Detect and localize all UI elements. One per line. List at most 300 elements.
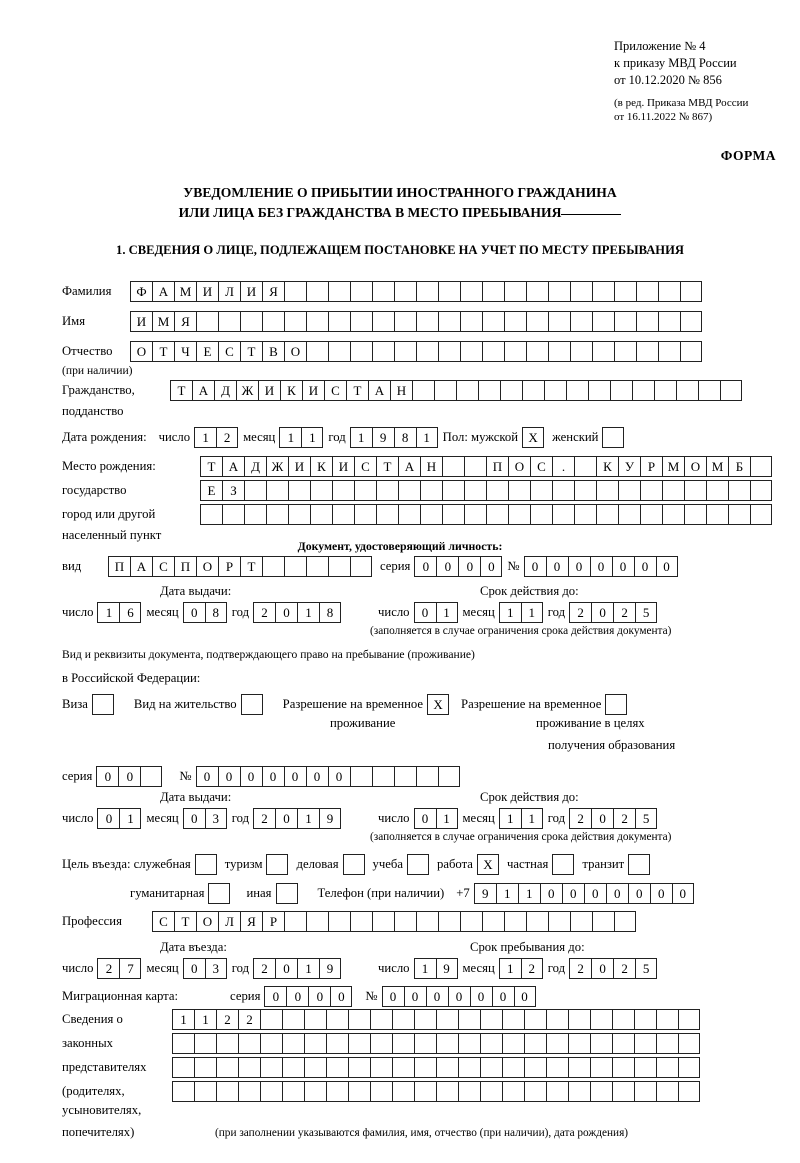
char-cell[interactable] <box>720 380 742 401</box>
char-cell[interactable] <box>326 1081 348 1102</box>
char-cell[interactable] <box>284 311 306 332</box>
birthplace-input-row-3[interactable] <box>200 504 772 525</box>
char-cell[interactable] <box>282 1009 304 1030</box>
legal-rep-input-row-4[interactable] <box>172 1081 700 1102</box>
char-cell[interactable] <box>416 281 438 302</box>
char-cell[interactable]: 0 <box>118 766 140 787</box>
char-cell[interactable] <box>304 1081 326 1102</box>
visa-checkbox[interactable] <box>92 694 114 715</box>
char-cell[interactable] <box>522 380 544 401</box>
char-cell[interactable] <box>350 341 372 362</box>
char-cell[interactable] <box>442 456 464 477</box>
char-cell[interactable] <box>260 1033 282 1054</box>
char-cell[interactable] <box>438 281 460 302</box>
char-cell[interactable]: 2 <box>253 958 275 979</box>
char-cell[interactable]: Е <box>196 341 218 362</box>
char-cell[interactable]: Я <box>174 311 196 332</box>
char-cell[interactable] <box>656 1033 678 1054</box>
name-input[interactable] <box>130 311 702 332</box>
char-cell[interactable] <box>392 1057 414 1078</box>
char-cell[interactable]: 0 <box>470 986 492 1007</box>
char-cell[interactable] <box>438 311 460 332</box>
char-cell[interactable]: 0 <box>591 958 613 979</box>
char-cell[interactable] <box>526 311 548 332</box>
char-cell[interactable] <box>750 456 772 477</box>
char-cell[interactable] <box>678 1009 700 1030</box>
char-cell[interactable] <box>306 281 328 302</box>
char-cell[interactable]: 1 <box>414 958 436 979</box>
char-cell[interactable] <box>216 1033 238 1054</box>
migration-series-input[interactable] <box>264 986 352 1007</box>
char-cell[interactable] <box>568 1057 590 1078</box>
char-cell[interactable]: 2 <box>613 602 635 623</box>
char-cell[interactable] <box>570 341 592 362</box>
char-cell[interactable] <box>240 311 262 332</box>
char-cell[interactable] <box>372 911 394 932</box>
char-cell[interactable] <box>238 1033 260 1054</box>
char-cell[interactable]: Т <box>346 380 368 401</box>
char-cell[interactable] <box>504 281 526 302</box>
char-cell[interactable] <box>546 1033 568 1054</box>
surname-input[interactable] <box>130 281 702 302</box>
char-cell[interactable] <box>392 1009 414 1030</box>
char-cell[interactable] <box>486 504 508 525</box>
char-cell[interactable] <box>376 504 398 525</box>
char-cell[interactable] <box>614 911 636 932</box>
char-cell[interactable] <box>460 311 482 332</box>
char-cell[interactable] <box>398 504 420 525</box>
birthplace-input-row-1[interactable] <box>200 456 772 477</box>
char-cell[interactable] <box>590 1081 612 1102</box>
char-cell[interactable] <box>458 1009 480 1030</box>
birth-year-input[interactable] <box>350 427 438 448</box>
char-cell[interactable] <box>350 281 372 302</box>
char-cell[interactable]: Е <box>200 480 222 501</box>
char-cell[interactable]: 0 <box>584 883 606 904</box>
char-cell[interactable] <box>750 504 772 525</box>
char-cell[interactable] <box>640 504 662 525</box>
char-cell[interactable] <box>282 1033 304 1054</box>
char-cell[interactable]: 0 <box>436 556 458 577</box>
char-cell[interactable]: 1 <box>518 883 540 904</box>
char-cell[interactable] <box>332 480 354 501</box>
char-cell[interactable]: 0 <box>328 766 350 787</box>
char-cell[interactable] <box>574 504 596 525</box>
char-cell[interactable] <box>238 1081 260 1102</box>
char-cell[interactable] <box>502 1009 524 1030</box>
char-cell[interactable]: 2 <box>613 808 635 829</box>
permit-number-input[interactable] <box>196 766 460 787</box>
char-cell[interactable]: Я <box>262 281 284 302</box>
char-cell[interactable]: 9 <box>372 427 394 448</box>
temp-residence-checkbox[interactable]: X <box>427 694 449 715</box>
char-cell[interactable]: 1 <box>350 427 372 448</box>
char-cell[interactable] <box>260 1057 282 1078</box>
char-cell[interactable] <box>372 311 394 332</box>
char-cell[interactable] <box>420 480 442 501</box>
char-cell[interactable]: Т <box>152 341 174 362</box>
char-cell[interactable] <box>350 556 372 577</box>
permit-issue-year-input[interactable] <box>253 808 341 829</box>
char-cell[interactable] <box>372 341 394 362</box>
char-cell[interactable] <box>502 1057 524 1078</box>
char-cell[interactable]: Н <box>420 456 442 477</box>
char-cell[interactable]: 0 <box>306 766 328 787</box>
char-cell[interactable]: У <box>618 456 640 477</box>
char-cell[interactable] <box>326 1033 348 1054</box>
char-cell[interactable] <box>282 1081 304 1102</box>
stay-day-input[interactable] <box>414 958 458 979</box>
char-cell[interactable] <box>238 1057 260 1078</box>
char-cell[interactable] <box>458 1081 480 1102</box>
char-cell[interactable]: 0 <box>275 808 297 829</box>
char-cell[interactable] <box>508 480 530 501</box>
char-cell[interactable] <box>416 766 438 787</box>
char-cell[interactable]: 0 <box>634 556 656 577</box>
char-cell[interactable] <box>306 911 328 932</box>
char-cell[interactable] <box>480 1033 502 1054</box>
phone-input[interactable] <box>474 883 694 904</box>
char-cell[interactable]: 2 <box>569 602 591 623</box>
char-cell[interactable] <box>612 1033 634 1054</box>
char-cell[interactable] <box>266 504 288 525</box>
char-cell[interactable]: 1 <box>521 808 543 829</box>
doc-issue-month-input[interactable] <box>183 602 227 623</box>
char-cell[interactable] <box>612 1009 634 1030</box>
char-cell[interactable] <box>544 380 566 401</box>
char-cell[interactable] <box>570 911 592 932</box>
char-cell[interactable]: 2 <box>97 958 119 979</box>
char-cell[interactable] <box>288 480 310 501</box>
sex-male-checkbox[interactable]: X <box>522 427 544 448</box>
char-cell[interactable]: 0 <box>414 556 436 577</box>
residence-permit-checkbox[interactable] <box>241 694 263 715</box>
char-cell[interactable]: С <box>152 556 174 577</box>
char-cell[interactable] <box>568 1009 590 1030</box>
char-cell[interactable] <box>326 1057 348 1078</box>
char-cell[interactable] <box>310 480 332 501</box>
entry-month-input[interactable] <box>183 958 227 979</box>
char-cell[interactable] <box>658 341 680 362</box>
char-cell[interactable]: 3 <box>205 958 227 979</box>
char-cell[interactable]: К <box>280 380 302 401</box>
char-cell[interactable] <box>376 480 398 501</box>
char-cell[interactable]: Т <box>200 456 222 477</box>
char-cell[interactable] <box>464 456 486 477</box>
birth-month-input[interactable] <box>279 427 323 448</box>
char-cell[interactable]: 0 <box>183 602 205 623</box>
char-cell[interactable] <box>566 380 588 401</box>
char-cell[interactable]: 1 <box>279 427 301 448</box>
char-cell[interactable] <box>464 504 486 525</box>
char-cell[interactable] <box>588 380 610 401</box>
char-cell[interactable] <box>434 380 456 401</box>
char-cell[interactable]: И <box>258 380 280 401</box>
char-cell[interactable]: З <box>222 480 244 501</box>
char-cell[interactable]: 0 <box>568 556 590 577</box>
char-cell[interactable] <box>328 311 350 332</box>
permit-valid-month-input[interactable] <box>499 808 543 829</box>
char-cell[interactable]: 0 <box>458 556 480 577</box>
char-cell[interactable]: 0 <box>612 556 634 577</box>
char-cell[interactable] <box>194 1033 216 1054</box>
birthplace-input-row-2[interactable] <box>200 480 772 501</box>
char-cell[interactable] <box>394 766 416 787</box>
char-cell[interactable] <box>656 1009 678 1030</box>
char-cell[interactable] <box>706 480 728 501</box>
char-cell[interactable]: И <box>130 311 152 332</box>
char-cell[interactable]: 0 <box>308 986 330 1007</box>
char-cell[interactable]: 0 <box>656 556 678 577</box>
char-cell[interactable] <box>244 480 266 501</box>
char-cell[interactable]: 1 <box>436 602 458 623</box>
birth-day-input[interactable] <box>194 427 238 448</box>
char-cell[interactable]: 0 <box>514 986 536 1007</box>
char-cell[interactable] <box>482 311 504 332</box>
char-cell[interactable] <box>640 480 662 501</box>
purpose-private-checkbox[interactable] <box>552 854 574 875</box>
char-cell[interactable] <box>662 504 684 525</box>
char-cell[interactable] <box>596 504 618 525</box>
char-cell[interactable] <box>548 911 570 932</box>
char-cell[interactable] <box>332 504 354 525</box>
char-cell[interactable]: 0 <box>183 808 205 829</box>
char-cell[interactable] <box>416 911 438 932</box>
char-cell[interactable]: 1 <box>97 602 119 623</box>
char-cell[interactable]: 0 <box>414 602 436 623</box>
char-cell[interactable]: 0 <box>562 883 584 904</box>
char-cell[interactable] <box>304 1009 326 1030</box>
char-cell[interactable] <box>678 1033 700 1054</box>
char-cell[interactable]: 5 <box>635 958 657 979</box>
char-cell[interactable] <box>504 911 526 932</box>
char-cell[interactable] <box>590 1057 612 1078</box>
char-cell[interactable]: Я <box>240 911 262 932</box>
char-cell[interactable] <box>420 504 442 525</box>
char-cell[interactable] <box>304 1033 326 1054</box>
char-cell[interactable] <box>458 1057 480 1078</box>
char-cell[interactable] <box>140 766 162 787</box>
char-cell[interactable] <box>728 504 750 525</box>
char-cell[interactable] <box>678 1081 700 1102</box>
char-cell[interactable] <box>442 480 464 501</box>
char-cell[interactable]: А <box>130 556 152 577</box>
char-cell[interactable] <box>328 281 350 302</box>
purpose-tourism-checkbox[interactable] <box>266 854 288 875</box>
char-cell[interactable] <box>266 480 288 501</box>
entry-day-input[interactable] <box>97 958 141 979</box>
char-cell[interactable] <box>614 341 636 362</box>
char-cell[interactable] <box>500 380 522 401</box>
char-cell[interactable]: 2 <box>216 427 238 448</box>
char-cell[interactable] <box>592 281 614 302</box>
char-cell[interactable] <box>618 504 640 525</box>
legal-rep-input-row-2[interactable] <box>172 1033 700 1054</box>
char-cell[interactable] <box>656 1057 678 1078</box>
char-cell[interactable]: 1 <box>297 602 319 623</box>
char-cell[interactable] <box>596 480 618 501</box>
doc-number-input[interactable] <box>524 556 678 577</box>
char-cell[interactable] <box>284 281 306 302</box>
char-cell[interactable] <box>552 504 574 525</box>
patronymic-input[interactable] <box>130 341 702 362</box>
char-cell[interactable] <box>552 480 574 501</box>
char-cell[interactable]: 0 <box>275 958 297 979</box>
char-cell[interactable] <box>524 1033 546 1054</box>
char-cell[interactable] <box>196 311 218 332</box>
char-cell[interactable] <box>216 1057 238 1078</box>
char-cell[interactable]: 1 <box>521 602 543 623</box>
char-cell[interactable]: 1 <box>496 883 518 904</box>
char-cell[interactable] <box>414 1081 436 1102</box>
char-cell[interactable]: Р <box>262 911 284 932</box>
char-cell[interactable] <box>636 281 658 302</box>
char-cell[interactable]: 6 <box>119 602 141 623</box>
char-cell[interactable] <box>546 1081 568 1102</box>
char-cell[interactable]: Р <box>218 556 240 577</box>
char-cell[interactable] <box>460 911 482 932</box>
char-cell[interactable]: 8 <box>205 602 227 623</box>
char-cell[interactable] <box>590 1009 612 1030</box>
char-cell[interactable] <box>548 281 570 302</box>
permit-issue-month-input[interactable] <box>183 808 227 829</box>
char-cell[interactable] <box>284 556 306 577</box>
permit-issue-day-input[interactable] <box>97 808 141 829</box>
char-cell[interactable]: А <box>398 456 420 477</box>
doc-issue-year-input[interactable] <box>253 602 341 623</box>
char-cell[interactable]: 2 <box>569 808 591 829</box>
char-cell[interactable] <box>306 556 328 577</box>
char-cell[interactable]: 8 <box>394 427 416 448</box>
char-cell[interactable]: 0 <box>262 766 284 787</box>
char-cell[interactable] <box>480 1081 502 1102</box>
char-cell[interactable] <box>328 556 350 577</box>
char-cell[interactable] <box>524 1009 546 1030</box>
char-cell[interactable] <box>662 480 684 501</box>
char-cell[interactable]: 1 <box>172 1009 194 1030</box>
char-cell[interactable]: 2 <box>253 602 275 623</box>
profession-input[interactable] <box>152 911 636 932</box>
char-cell[interactable] <box>482 911 504 932</box>
char-cell[interactable] <box>350 766 372 787</box>
char-cell[interactable] <box>592 341 614 362</box>
char-cell[interactable] <box>222 504 244 525</box>
char-cell[interactable]: 8 <box>319 602 341 623</box>
char-cell[interactable] <box>218 311 240 332</box>
char-cell[interactable]: П <box>486 456 508 477</box>
char-cell[interactable] <box>592 311 614 332</box>
char-cell[interactable] <box>398 480 420 501</box>
char-cell[interactable] <box>350 311 372 332</box>
char-cell[interactable]: Л <box>218 281 240 302</box>
char-cell[interactable] <box>310 504 332 525</box>
char-cell[interactable]: Н <box>390 380 412 401</box>
char-cell[interactable] <box>610 380 632 401</box>
char-cell[interactable] <box>416 341 438 362</box>
char-cell[interactable] <box>262 311 284 332</box>
char-cell[interactable]: И <box>288 456 310 477</box>
char-cell[interactable]: П <box>108 556 130 577</box>
permit-valid-year-input[interactable] <box>569 808 657 829</box>
char-cell[interactable] <box>460 341 482 362</box>
char-cell[interactable]: 0 <box>218 766 240 787</box>
char-cell[interactable] <box>570 311 592 332</box>
char-cell[interactable]: Б <box>728 456 750 477</box>
char-cell[interactable]: 2 <box>569 958 591 979</box>
char-cell[interactable] <box>348 1081 370 1102</box>
purpose-other-checkbox[interactable] <box>276 883 298 904</box>
char-cell[interactable] <box>636 341 658 362</box>
purpose-study-checkbox[interactable] <box>407 854 429 875</box>
char-cell[interactable] <box>394 281 416 302</box>
char-cell[interactable]: М <box>174 281 196 302</box>
doc-valid-month-input[interactable] <box>499 602 543 623</box>
char-cell[interactable] <box>394 341 416 362</box>
char-cell[interactable]: 1 <box>119 808 141 829</box>
char-cell[interactable]: И <box>332 456 354 477</box>
char-cell[interactable] <box>592 911 614 932</box>
char-cell[interactable] <box>460 281 482 302</box>
char-cell[interactable]: 0 <box>404 986 426 1007</box>
char-cell[interactable] <box>194 1081 216 1102</box>
char-cell[interactable] <box>482 281 504 302</box>
char-cell[interactable]: 0 <box>492 986 514 1007</box>
char-cell[interactable]: 0 <box>183 958 205 979</box>
char-cell[interactable]: О <box>684 456 706 477</box>
char-cell[interactable] <box>680 341 702 362</box>
char-cell[interactable] <box>656 1081 678 1102</box>
char-cell[interactable]: С <box>218 341 240 362</box>
char-cell[interactable] <box>634 1033 656 1054</box>
char-cell[interactable] <box>464 480 486 501</box>
char-cell[interactable]: И <box>240 281 262 302</box>
char-cell[interactable]: М <box>152 311 174 332</box>
char-cell[interactable]: 1 <box>194 427 216 448</box>
char-cell[interactable] <box>590 1033 612 1054</box>
char-cell[interactable] <box>684 480 706 501</box>
char-cell[interactable] <box>348 1057 370 1078</box>
char-cell[interactable]: 0 <box>591 808 613 829</box>
char-cell[interactable] <box>680 311 702 332</box>
char-cell[interactable] <box>172 1081 194 1102</box>
char-cell[interactable]: 0 <box>590 556 612 577</box>
char-cell[interactable]: 0 <box>275 602 297 623</box>
char-cell[interactable] <box>634 1009 656 1030</box>
permit-valid-day-input[interactable] <box>414 808 458 829</box>
char-cell[interactable] <box>200 504 222 525</box>
char-cell[interactable] <box>326 1009 348 1030</box>
sex-female-checkbox[interactable] <box>602 427 624 448</box>
char-cell[interactable] <box>658 281 680 302</box>
char-cell[interactable]: 0 <box>672 883 694 904</box>
char-cell[interactable] <box>350 911 372 932</box>
char-cell[interactable] <box>570 281 592 302</box>
char-cell[interactable] <box>546 1009 568 1030</box>
entry-year-input[interactable] <box>253 958 341 979</box>
char-cell[interactable]: К <box>310 456 332 477</box>
char-cell[interactable] <box>546 1057 568 1078</box>
char-cell[interactable] <box>414 1033 436 1054</box>
char-cell[interactable] <box>526 341 548 362</box>
char-cell[interactable]: С <box>152 911 174 932</box>
char-cell[interactable] <box>658 311 680 332</box>
doc-series-input[interactable] <box>414 556 502 577</box>
char-cell[interactable]: 1 <box>499 602 521 623</box>
char-cell[interactable]: 0 <box>426 986 448 1007</box>
char-cell[interactable]: 0 <box>286 986 308 1007</box>
char-cell[interactable]: 9 <box>319 808 341 829</box>
char-cell[interactable]: 0 <box>382 986 404 1007</box>
